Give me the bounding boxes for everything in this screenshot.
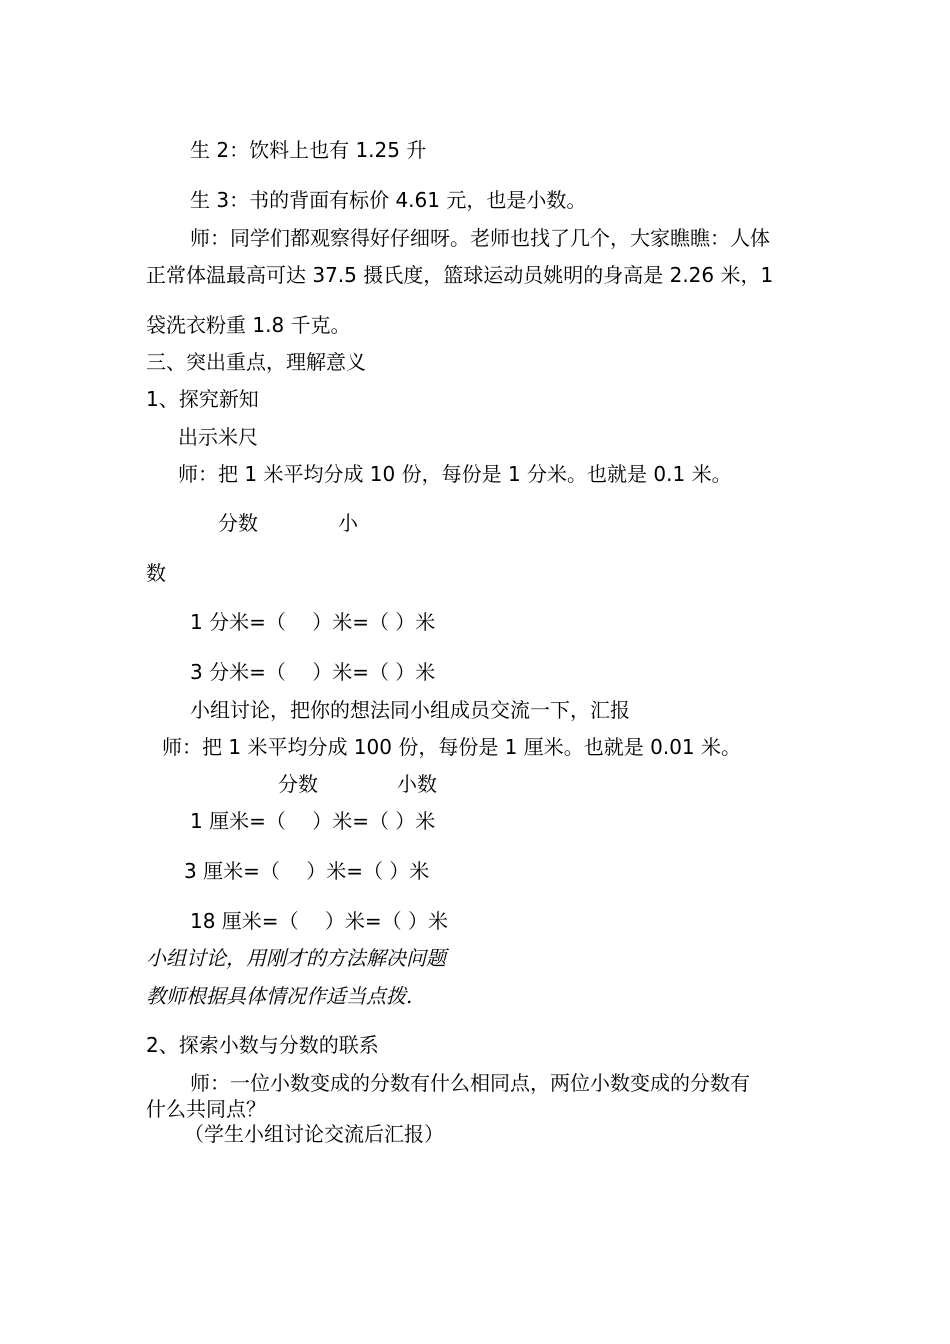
column-label-fraction: 分数 xyxy=(218,511,258,535)
teacher-line-1: 师：同学们都观察得好仔细呀。老师也找了几个，大家瞧瞧：人体 xyxy=(190,226,770,250)
student-2-line: 生 2：饮料上也有 1.25 升 xyxy=(190,138,427,162)
teacher-question-line-1: 师：一位小数变成的分数有什么相同点，两位小数变成的分数有 xyxy=(190,1071,750,1095)
column-label-decimal-part2: 数 xyxy=(146,561,166,585)
exercise-3-centimeter: 3 厘米=（ ）米=（ ）米 xyxy=(184,859,430,883)
teacher-guidance-italic: 教师根据具体情况作适当点拨. xyxy=(146,984,413,1008)
exercise-1-centimeter: 1 厘米=（ ）米=（ ）米 xyxy=(190,809,436,833)
student-report-note: （学生小组讨论交流后汇报） xyxy=(184,1122,444,1146)
teacher-question-line-2: 什么共同点？ xyxy=(146,1097,266,1121)
column-label-decimal-part1: 小 xyxy=(338,511,358,535)
teacher-decimeter-line: 师：把 1 米平均分成 10 份，每份是 1 分米。也就是 0.1 米。 xyxy=(178,462,732,486)
teacher-line-3: 袋洗衣粉重 1.8 千克。 xyxy=(146,313,351,337)
group-discussion-line: 小组讨论，把你的想法同小组成员交流一下，汇报 xyxy=(190,698,630,722)
show-ruler-line: 出示米尺 xyxy=(178,425,258,449)
subsection-heading-2: 2、探索小数与分数的联系 xyxy=(146,1033,379,1057)
section-heading-3: 三、突出重点，理解意义 xyxy=(146,350,366,374)
group-discussion-italic: 小组讨论，用刚才的方法解决问题 xyxy=(146,946,446,970)
subsection-heading-1: 1、探究新知 xyxy=(146,387,259,411)
teacher-centimeter-line: 师：把 1 米平均分成 100 份，每份是 1 厘米。也就是 0.01 米。 xyxy=(162,735,742,759)
exercise-3-decimeter: 3 分米=（ ）米=（ ）米 xyxy=(190,660,436,684)
teacher-line-2: 正常体温最高可达 37.5 摄氏度，篮球运动员姚明的身高是 2.26 米，1 xyxy=(146,263,774,287)
column-label-decimal-2: 小数 xyxy=(397,772,437,796)
exercise-18-centimeter: 18 厘米=（ ）米=（ ）米 xyxy=(190,909,449,933)
exercise-1-decimeter: 1 分米=（ ）米=（ ）米 xyxy=(190,610,436,634)
student-3-line: 生 3：书的背面有标价 4.61 元，也是小数。 xyxy=(190,188,587,212)
column-label-fraction-2: 分数 xyxy=(278,772,318,796)
